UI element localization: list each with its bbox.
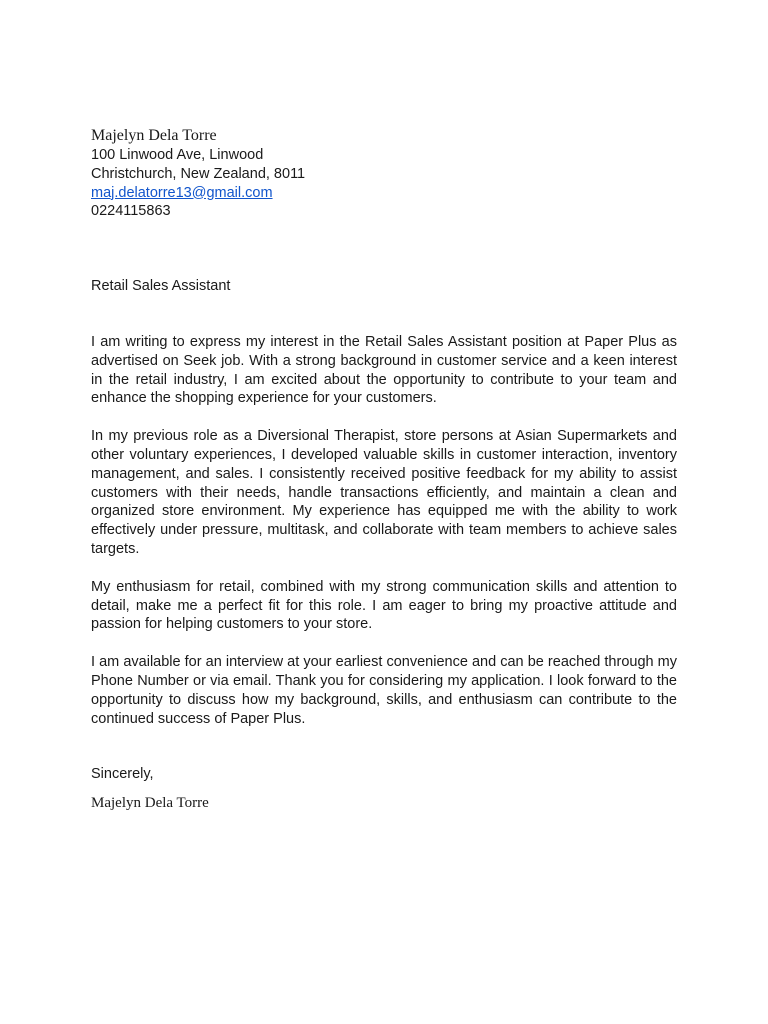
sender-address-line-2: Christchurch, New Zealand, 8011 — [91, 165, 306, 182]
letter-subject: Retail Sales Assistant — [91, 278, 231, 295]
body-paragraph-4: I am available for an interview at your earliest convenience and can be reached through my Phone Number or via email. Thank you for considering my application. I look forward to the opportunity to discuss how my background, skills, and enthusiasm can contribute to the continued success of Paper Plus. — [91, 654, 677, 727]
body-paragraph-1: I am writing to express my interest in the Retail Sales Assistant position at Paper Plus as advertised on Seek job. With a strong background in customer service and a keen interest in the retail industry, I am excited about the opportunity to contribute to your team and enhance the shopping experience for your customers. — [91, 333, 677, 407]
body-paragraph-2: In my previous role as a Diversional Therapist, store persons at Asian Supermarkets and other voluntary experiences, I developed valuable skills in customer interaction, inventory management, and sales. I consistently received positive feedback for my ability to assist customers with their needs, handle transactions efficiently, and maintain a clean and organized store environment. My experience has equipped me with the ability to work effectively under pressure, multitask, and collaborate with team members to achieve sales targets. — [91, 428, 677, 557]
body-paragraph-3: My enthusiasm for retail, combined with my strong communication skills and attention to detail, make me a perfect fit for this role. I am eager to bring my proactive attitude and passion for helping customers to your store. — [91, 578, 677, 633]
cover-letter — [91, 126, 677, 813]
sender-email-link[interactable]: maj.delatorre13@gmail.com — [91, 184, 273, 201]
signature-name: Majelyn Dela Torre — [91, 795, 209, 812]
closing-salutation: Sincerely, — [91, 766, 154, 783]
sender-address-line-1: 100 Linwood Ave, Linwood — [91, 147, 264, 163]
sender-name: Majelyn Dela Torre — [91, 127, 217, 144]
sender-phone: 0224115863 — [91, 203, 171, 220]
